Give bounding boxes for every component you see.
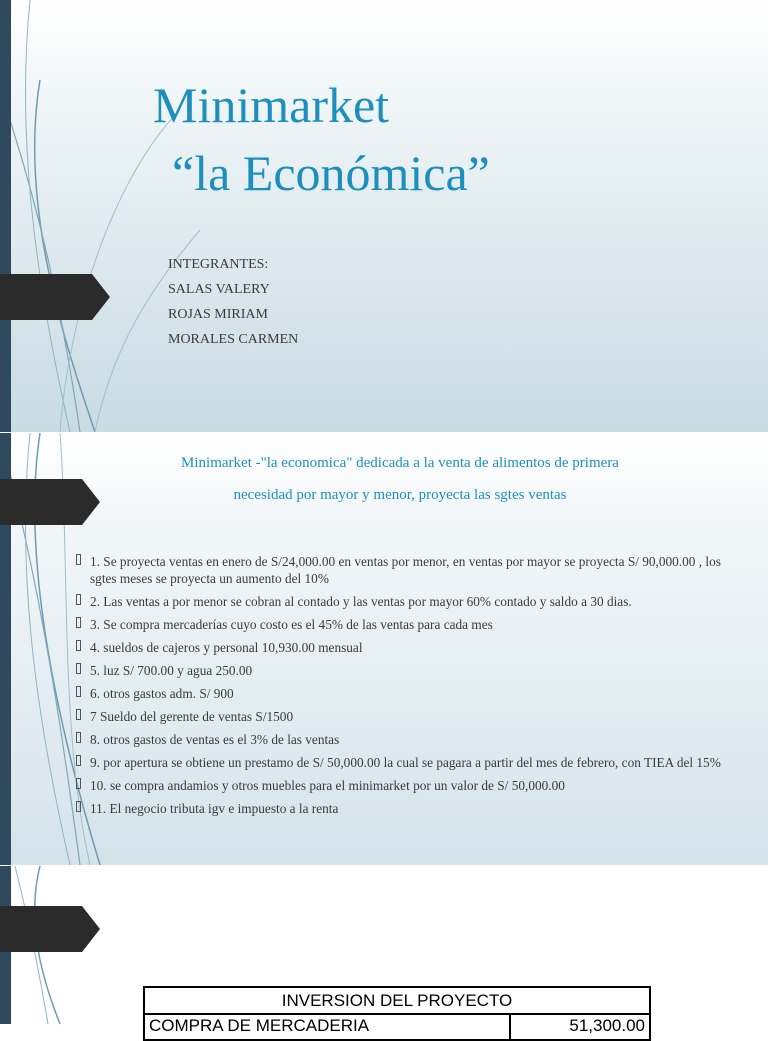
title-line-1: Minimarket: [153, 77, 390, 133]
intro-line: necesidad por mayor y menor, proyecta las sgtes ventas: [233, 487, 567, 503]
investment-table: [143, 986, 651, 1041]
member-name: ROJAS MIRIAM: [168, 307, 268, 322]
row-label: COMPRA DE MERCADERIA: [144, 1014, 510, 1040]
list-item-text: 10. se compra andamios y otros muebles para el minimarket por un valor de S/ 50,000.00: [90, 778, 565, 793]
bullet-icon: [76, 594, 81, 605]
list-item-text: 2. Las ventas a por menor se cobran al contado y las ventas por mayor 60% contado y saldo a 30 dias.: [90, 594, 632, 609]
list-item-text: 9. por apertura se obtiene un prestamo de S/ 50,000.00 la cual se pagara a partir del mes de febrero, con TIEA del 15%: [90, 755, 721, 770]
list-item: [76, 616, 736, 633]
member-name: MORALES CARMEN: [168, 332, 299, 347]
list-item-text: 6. otros gastos adm. S/ 900: [90, 686, 234, 701]
decorative-curves: [0, 0, 200, 432]
slide-title: [0, 0, 768, 432]
intro-text: [120, 447, 680, 511]
bullet-icon: [76, 686, 81, 697]
list-item-text: 11. El negocio tributa igv e impuesto a la renta: [90, 801, 339, 816]
list-item-text: 7 Sueldo del gerente de ventas S/1500: [90, 709, 294, 724]
bullet-icon: [76, 640, 81, 651]
bullet-icon: [76, 801, 81, 812]
table-title: INVERSION DEL PROYECTO: [144, 987, 650, 1014]
row-amount: 51,300.00: [510, 1014, 650, 1040]
slide-investment: [0, 866, 768, 1035]
list-item: [76, 754, 736, 771]
list-item: [76, 731, 736, 748]
bullet-icon: [76, 778, 81, 789]
list-item: [76, 777, 736, 794]
members-heading: INTEGRANTES:: [168, 257, 269, 272]
bullet-icon: [76, 554, 81, 565]
slide-problem: [0, 433, 768, 865]
list-item: [76, 639, 736, 656]
bullet-icon: [76, 617, 81, 628]
members-block: [168, 252, 298, 352]
bullet-icon: [76, 732, 81, 743]
table-header-row: [144, 987, 650, 1014]
intro-line: Minimarket -"la economica" dedicada a la venta de alimentos de primera: [181, 455, 619, 471]
list-item-text: 3. Se compra mercaderías cuyo costo es el 45% de las ventas para cada mes: [90, 617, 493, 632]
arrow-tab-icon: [0, 479, 110, 525]
list-item: [76, 662, 736, 679]
list-item-text: 5. luz S/ 700.00 y agua 250.00: [90, 663, 253, 678]
list-item: [76, 553, 736, 587]
list-item: [76, 800, 736, 817]
requirements-list: [76, 553, 736, 823]
bullet-icon: [76, 755, 81, 766]
list-item-text: 8. otros gastos de ventas es el 3% de las ventas: [90, 732, 340, 747]
bullet-icon: [76, 709, 81, 720]
bullet-icon: [76, 663, 81, 674]
list-item: [76, 708, 736, 725]
list-item: [76, 685, 736, 702]
list-item-text: 1. Se proyecta ventas en enero de S/24,000.00 en ventas por menor, en ventas por mayor se proyecta S/ 90,000.00 , los sgtes meses se proyecta un aumento del 10%: [90, 554, 721, 586]
arrow-tab-icon: [0, 906, 110, 952]
list-item: [76, 593, 736, 610]
list-item-text: 4. sueldos de cajeros y personal 10,930.00 mensual: [90, 640, 363, 655]
arrow-tab-icon: [0, 274, 110, 320]
table-row: [144, 1014, 650, 1040]
left-accent-bar: [0, 0, 11, 432]
title-line-2: “la Económica”: [172, 145, 490, 201]
member-name: SALAS VALERY: [168, 282, 270, 297]
